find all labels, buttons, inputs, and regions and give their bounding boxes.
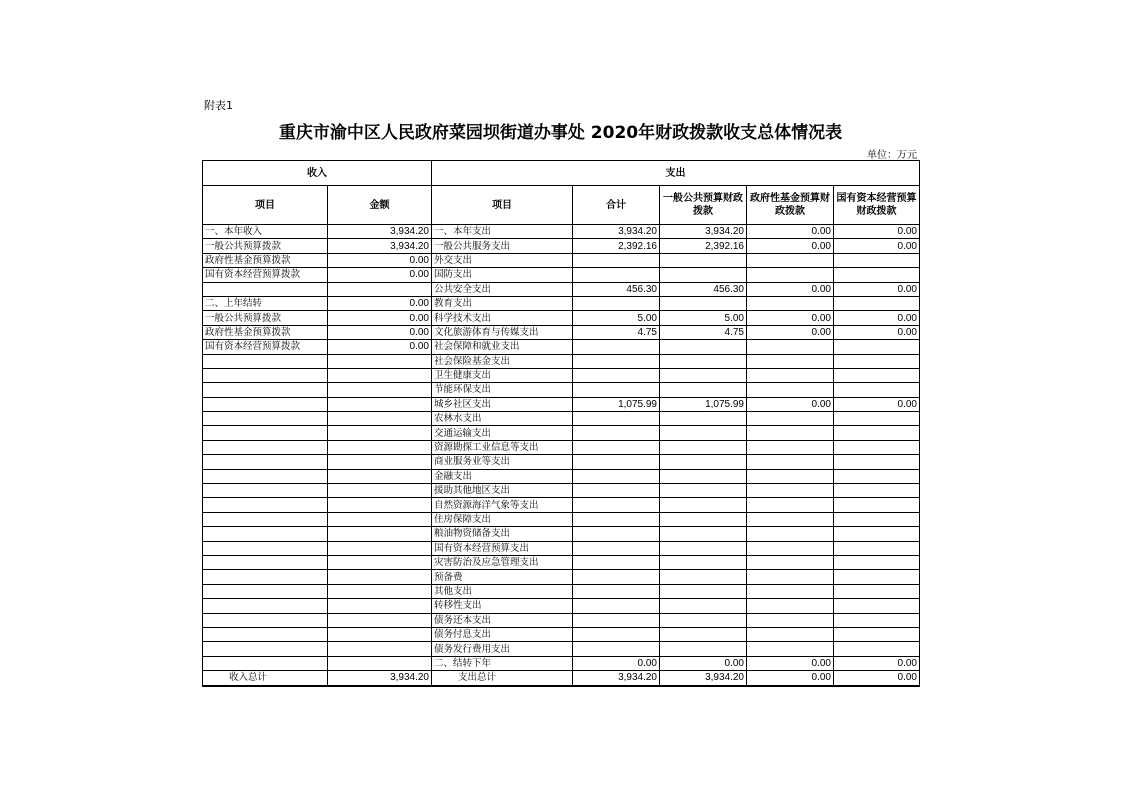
income-amount-cell [328,599,432,613]
income-amount-cell [328,455,432,469]
expense-item-cell: 国有资本经营预算支出 [432,541,573,555]
income-item-cell [203,642,328,656]
table-row [203,584,920,598]
income-item-cell [203,440,328,454]
expense-state-capital-cell: 0.00 [834,671,920,686]
expense-general-cell [660,368,747,382]
expense-general-cell [660,584,747,598]
expense-total-cell [573,599,660,613]
income-item-cell: 二、上年结转 [203,296,328,310]
expense-state-capital-cell: 0.00 [834,225,920,239]
expense-total-cell [573,368,660,382]
expense-item-cell: 债务还本支出 [432,613,573,627]
expense-general-cell [660,498,747,512]
expense-general-cell [660,484,747,498]
expense-gov-fund-cell [747,440,834,454]
expense-gov-fund-cell [747,627,834,641]
expense-total-cell [573,412,660,426]
income-item-cell: 国有资本经营预算拨款 [203,268,328,282]
expense-item-cell: 支出总计 [432,671,573,686]
expense-general-cell [660,340,747,354]
expense-total-cell [573,555,660,569]
income-item-cell: 收入总计 [203,671,328,686]
expense-state-capital-cell [834,412,920,426]
expense-gov-fund-cell [747,613,834,627]
header-income: 收入 [203,161,432,186]
income-item-cell [203,584,328,598]
expense-state-capital-cell [834,469,920,483]
expense-item-cell: 援助其他地区支出 [432,484,573,498]
expense-state-capital-cell [834,642,920,656]
expense-general-cell: 1,075.99 [660,397,747,411]
income-amount-cell [328,469,432,483]
total-row [203,671,920,686]
header-expense: 支出 [432,161,920,186]
expense-item-cell: 文化旅游体育与传媒支出 [432,325,573,339]
income-amount-cell [328,440,432,454]
table-row [203,282,920,296]
table-row [203,311,920,325]
income-amount-cell [328,484,432,498]
expense-gov-fund-cell [747,498,834,512]
table-row [203,239,920,253]
expense-gov-fund-cell [747,340,834,354]
income-item-cell [203,469,328,483]
expense-general-cell [660,512,747,526]
income-amount-cell: 3,934.20 [328,671,432,686]
expense-total-cell [573,455,660,469]
expense-general-cell [660,642,747,656]
page-title: 重庆市渝中区人民政府菜园坝街道办事处 2020年财政拨款收支总体情况表 [278,123,843,143]
expense-state-capital-cell [834,340,920,354]
header-state-capital: 国有资本经营预算财政拨款 [834,186,920,225]
expense-general-cell: 2,392.16 [660,239,747,253]
expense-state-capital-cell: 0.00 [834,239,920,253]
expense-gov-fund-cell: 0.00 [747,225,834,239]
income-item-cell [203,555,328,569]
expense-item-cell: 预备费 [432,570,573,584]
expense-general-cell [660,469,747,483]
table-row [203,484,920,498]
expense-state-capital-cell [834,426,920,440]
table-row [203,426,920,440]
table-row [203,656,920,670]
expense-general-cell [660,412,747,426]
expense-total-cell [573,512,660,526]
expense-gov-fund-cell [747,570,834,584]
expense-state-capital-cell [834,512,920,526]
expense-item-cell: 资源勘探工业信息等支出 [432,440,573,454]
expense-gov-fund-cell [747,484,834,498]
expense-total-cell: 2,392.16 [573,239,660,253]
table-row [203,570,920,584]
header-item: 项目 [203,186,328,225]
income-item-cell [203,599,328,613]
expense-item-cell: 农林水支出 [432,412,573,426]
expense-general-cell [660,555,747,569]
income-amount-cell [328,613,432,627]
income-item-cell [203,512,328,526]
expense-total-cell: 0.00 [573,656,660,670]
expense-general-cell: 456.30 [660,282,747,296]
expense-general-cell: 3,934.20 [660,225,747,239]
income-item-cell [203,627,328,641]
income-amount-cell [328,656,432,670]
expense-total-cell: 4.75 [573,325,660,339]
expense-item-cell: 住房保障支出 [432,512,573,526]
expense-total-cell [573,253,660,267]
table-row [203,527,920,541]
expense-item-cell: 公共安全支出 [432,282,573,296]
income-amount-cell [328,426,432,440]
unit-label: 单位：万元 [867,150,917,161]
income-item-cell: 政府性基金预算拨款 [203,253,328,267]
expense-item-cell: 外交支出 [432,253,573,267]
expense-state-capital-cell [834,455,920,469]
expense-gov-fund-cell: 0.00 [747,239,834,253]
expense-total-cell [573,541,660,555]
expense-state-capital-cell [834,627,920,641]
expense-total-cell [573,383,660,397]
expense-general-cell [660,599,747,613]
income-item-cell [203,541,328,555]
table-row [203,613,920,627]
expense-general-cell [660,527,747,541]
income-item-cell [203,282,328,296]
expense-gov-fund-cell: 0.00 [747,311,834,325]
income-amount-cell: 0.00 [328,311,432,325]
table-row [203,627,920,641]
expense-item-cell: 城乡社区支出 [432,397,573,411]
income-amount-cell [328,412,432,426]
table-row [203,253,920,267]
income-amount-cell [328,397,432,411]
expense-total-cell [573,584,660,598]
header-row-group [203,161,920,186]
expense-state-capital-cell [834,584,920,598]
expense-gov-fund-cell: 0.00 [747,397,834,411]
expense-total-cell: 3,934.20 [573,671,660,686]
expense-gov-fund-cell [747,555,834,569]
table-row [203,268,920,282]
expense-gov-fund-cell [747,368,834,382]
expense-gov-fund-cell [747,383,834,397]
expense-gov-fund-cell [747,584,834,598]
expense-total-cell [573,527,660,541]
income-item-cell [203,354,328,368]
expense-state-capital-cell [834,440,920,454]
income-item-cell [203,527,328,541]
expense-item-cell: 转移性支出 [432,599,573,613]
expense-item-cell: 交通运输支出 [432,426,573,440]
expense-total-cell [573,354,660,368]
expense-state-capital-cell: 0.00 [834,397,920,411]
expense-general-cell: 3,934.20 [660,671,747,686]
expense-general-cell [660,541,747,555]
income-item-cell [203,484,328,498]
expense-state-capital-cell [834,613,920,627]
expense-total-cell [573,498,660,512]
expense-general-cell [660,426,747,440]
expense-state-capital-cell: 0.00 [834,311,920,325]
table-row [203,383,920,397]
expense-state-capital-cell [834,368,920,382]
table-row [203,599,920,613]
income-amount-cell: 3,934.20 [328,239,432,253]
expense-gov-fund-cell [747,469,834,483]
income-item-cell: 一般公共预算拨款 [203,239,328,253]
expense-total-cell [573,340,660,354]
income-amount-cell [328,368,432,382]
income-item-cell [203,656,328,670]
expense-item-cell: 一、本年支出 [432,225,573,239]
header-amount: 金额 [328,186,432,225]
expense-state-capital-cell [834,570,920,584]
expense-state-capital-cell: 0.00 [834,656,920,670]
income-amount-cell [328,627,432,641]
expense-total-cell: 5.00 [573,311,660,325]
expense-state-capital-cell [834,268,920,282]
expense-state-capital-cell [834,498,920,512]
expense-general-cell [660,455,747,469]
income-item-cell [203,412,328,426]
expense-item-cell: 卫生健康支出 [432,368,573,382]
income-amount-cell [328,527,432,541]
expense-general-cell [660,613,747,627]
income-item-cell [203,570,328,584]
income-item-cell: 一般公共预算拨款 [203,311,328,325]
table-row [203,541,920,555]
header-total: 合计 [573,186,660,225]
income-amount-cell: 0.00 [328,268,432,282]
expense-item-cell: 社会保障和就业支出 [432,340,573,354]
expense-general-cell [660,268,747,282]
expense-total-cell [573,627,660,641]
header-gov-fund: 政府性基金预算财政拨款 [747,186,834,225]
income-amount-cell: 3,934.20 [328,225,432,239]
expense-state-capital-cell [834,541,920,555]
income-amount-cell [328,282,432,296]
expense-gov-fund-cell [747,253,834,267]
table-row [203,455,920,469]
expense-state-capital-cell [834,253,920,267]
expense-general-cell [660,627,747,641]
expense-item-cell: 节能环保支出 [432,383,573,397]
expense-total-cell [573,426,660,440]
income-item-cell: 国有资本经营预算拨款 [203,340,328,354]
expense-gov-fund-cell [747,354,834,368]
income-amount-cell: 0.00 [328,296,432,310]
expense-total-cell [573,268,660,282]
expense-item-cell: 商业服务业等支出 [432,455,573,469]
income-item-cell [203,426,328,440]
expense-gov-fund-cell [747,541,834,555]
expense-item-cell: 科学技术支出 [432,311,573,325]
expense-gov-fund-cell [747,599,834,613]
expense-item-cell: 粮油物资储备支出 [432,527,573,541]
expense-state-capital-cell [834,354,920,368]
expense-gov-fund-cell [747,268,834,282]
expense-general-cell: 0.00 [660,656,747,670]
income-amount-cell: 0.00 [328,253,432,267]
expense-item-cell: 债务发行费用支出 [432,642,573,656]
income-item-cell [203,455,328,469]
expense-gov-fund-cell: 0.00 [747,656,834,670]
expense-state-capital-cell [834,599,920,613]
income-item-cell: 政府性基金预算拨款 [203,325,328,339]
expense-total-cell: 456.30 [573,282,660,296]
expense-item-cell: 教育支出 [432,296,573,310]
income-amount-cell [328,498,432,512]
expense-state-capital-cell [834,484,920,498]
table-row [203,412,920,426]
income-amount-cell [328,642,432,656]
expense-total-cell [573,296,660,310]
expense-item-cell: 一般公共服务支出 [432,239,573,253]
expense-item-cell: 二、结转下年 [432,656,573,670]
expense-state-capital-cell [834,383,920,397]
expense-state-capital-cell: 0.00 [834,325,920,339]
expense-general-cell [660,440,747,454]
expense-gov-fund-cell [747,426,834,440]
expense-item-cell: 社会保险基金支出 [432,354,573,368]
header-row-columns [203,186,920,225]
income-item-cell [203,368,328,382]
table-row [203,440,920,454]
expense-general-cell [660,354,747,368]
expense-gov-fund-cell [747,527,834,541]
expense-gov-fund-cell: 0.00 [747,671,834,686]
expense-gov-fund-cell [747,512,834,526]
expense-general-cell [660,296,747,310]
income-amount-cell [328,555,432,569]
expense-total-cell: 1,075.99 [573,397,660,411]
expense-general-cell [660,253,747,267]
expense-gov-fund-cell [747,455,834,469]
expense-state-capital-cell [834,527,920,541]
table-row [203,397,920,411]
expense-gov-fund-cell: 0.00 [747,282,834,296]
expense-total-cell [573,570,660,584]
expense-gov-fund-cell: 0.00 [747,325,834,339]
expense-gov-fund-cell [747,296,834,310]
income-item-cell [203,613,328,627]
table-row [203,555,920,569]
appendix-note: 附表1 [204,99,233,112]
income-amount-cell [328,512,432,526]
income-amount-cell [328,383,432,397]
expense-gov-fund-cell [747,642,834,656]
income-amount-cell [328,354,432,368]
income-item-cell: 一、本年收入 [203,225,328,239]
table-row [203,368,920,382]
expense-total-cell [573,642,660,656]
expense-general-cell [660,570,747,584]
expense-total-cell: 3,934.20 [573,225,660,239]
expense-gov-fund-cell [747,412,834,426]
expense-item-cell: 自然资源海洋气象等支出 [432,498,573,512]
budget-table [202,160,920,687]
expense-item-cell: 债务付息支出 [432,627,573,641]
expense-item-cell: 灾害防治及应急管理支出 [432,555,573,569]
income-amount-cell: 0.00 [328,340,432,354]
expense-state-capital-cell [834,296,920,310]
table-row [203,498,920,512]
table-row [203,325,920,339]
table-row [203,354,920,368]
income-amount-cell: 0.00 [328,325,432,339]
expense-general-cell: 4.75 [660,325,747,339]
expense-state-capital-cell: 0.00 [834,282,920,296]
expense-item-cell: 金融支出 [432,469,573,483]
expense-total-cell [573,613,660,627]
expense-total-cell [573,484,660,498]
income-item-cell [203,383,328,397]
expense-general-cell [660,383,747,397]
expense-total-cell [573,440,660,454]
income-item-cell [203,498,328,512]
table-row [203,512,920,526]
expense-item-cell: 国防支出 [432,268,573,282]
table-row [203,225,920,239]
income-item-cell [203,397,328,411]
table-row [203,296,920,310]
expense-total-cell [573,469,660,483]
income-amount-cell [328,584,432,598]
table-row [203,469,920,483]
header-item2: 项目 [432,186,573,225]
table-row [203,642,920,656]
income-amount-cell [328,541,432,555]
expense-item-cell: 其他支出 [432,584,573,598]
income-amount-cell [328,570,432,584]
expense-state-capital-cell [834,555,920,569]
expense-general-cell: 5.00 [660,311,747,325]
header-general: 一般公共预算财政拨款 [660,186,747,225]
table-row [203,340,920,354]
